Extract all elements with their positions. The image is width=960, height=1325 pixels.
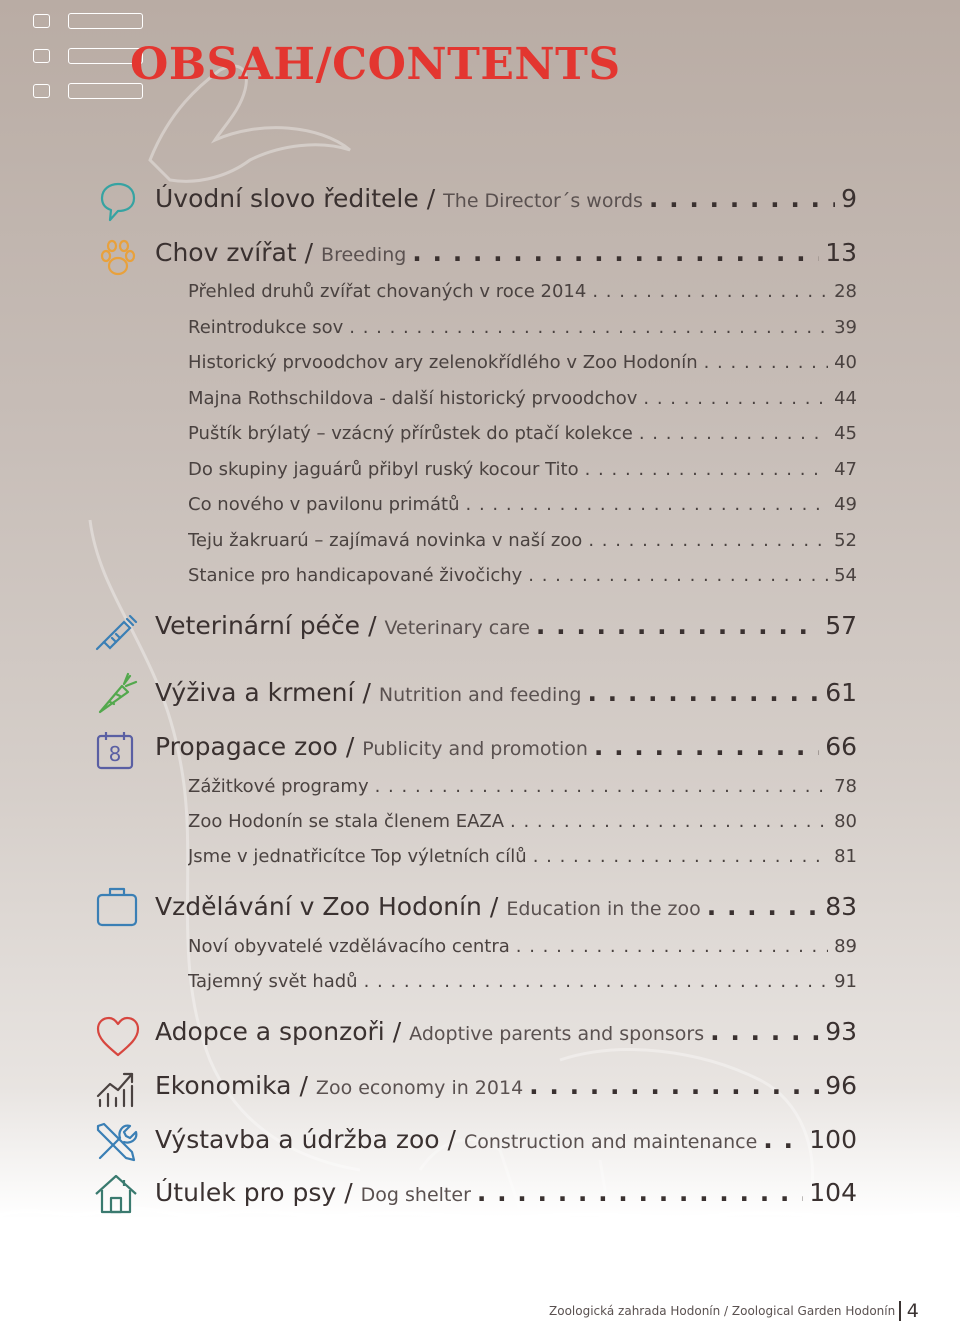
entry-separator: / [368, 611, 377, 640]
footer-text: Zoologická zahrada Hodonín / Zoological Garden Hodonín [549, 1304, 896, 1318]
entry-page: 81 [834, 846, 857, 867]
entry-title-cs: Propagace zoo [155, 732, 338, 761]
toc-entry[interactable] [155, 184, 857, 220]
dot-leader [649, 184, 835, 213]
entry-title-cs: Adopce a sponzoři [155, 1017, 385, 1046]
dot-leader [536, 611, 819, 640]
house-icon [94, 1172, 138, 1216]
syringe-icon [94, 608, 138, 652]
toc-subentry[interactable] [188, 317, 857, 343]
toc-subentry[interactable] [188, 423, 857, 449]
entry-separator: / [426, 184, 436, 213]
subentry-title: Co nového v pavilonu primátů [188, 494, 460, 515]
entry-title-en: Zoo economy in 2014 [315, 1077, 524, 1099]
dot-leader [529, 1071, 819, 1100]
entry-page: 40 [834, 352, 857, 373]
dot-leader [707, 892, 819, 921]
entry-page: 47 [834, 459, 857, 480]
toc-subentry[interactable] [188, 811, 857, 837]
entry-separator: / [345, 732, 355, 761]
entry-title-en: Nutrition and feeding [378, 684, 582, 706]
toc-entry[interactable] [155, 611, 857, 647]
entry-page: 61 [825, 678, 857, 707]
entry-title-en: Veterinary care [384, 617, 530, 639]
page-number: 4 [906, 1300, 919, 1322]
menu-checkbox [33, 14, 50, 28]
entry-separator: / [489, 892, 499, 921]
entry-page: 100 [809, 1125, 857, 1154]
entry-separator: / [447, 1125, 456, 1154]
dot-leader [639, 423, 828, 444]
subentry-title: Noví obyvatelé vzdělávacího centra [188, 936, 510, 957]
toc-subentry[interactable] [188, 494, 857, 520]
entry-page: 66 [825, 732, 857, 761]
calendar-day: 8 [108, 742, 122, 766]
entry-page: 44 [834, 388, 857, 409]
toc-subentry[interactable] [188, 530, 857, 556]
dot-leader [533, 846, 828, 867]
subentry-title: Historický prvoodchov ary zelenokřídlého v Zoo Hodonín [188, 352, 698, 373]
growth-chart-icon [94, 1066, 138, 1110]
entry-title-cs: Útulek pro psy [155, 1178, 337, 1207]
page-footer [549, 1300, 919, 1322]
entry-title-en: Construction and maintenance [463, 1131, 758, 1153]
dot-leader [592, 281, 828, 302]
entry-title-cs: Veterinární péče [155, 611, 361, 640]
toc-entry[interactable] [155, 732, 857, 768]
heart-icon [96, 1015, 140, 1059]
entry-separator: / [392, 1017, 402, 1046]
entry-page: 45 [834, 423, 857, 444]
entry-page: 13 [825, 238, 857, 267]
subentry-title: Jsme v jednatřicítce Top výletních cílů [188, 846, 527, 867]
menu-checkbox [33, 84, 50, 98]
entry-title-en: Adoptive parents and sponsors [409, 1023, 705, 1045]
entry-title-cs: Výstavba a údržba zoo [155, 1125, 440, 1154]
subentry-title: Majna Rothschildova - další historický prvoodchov [188, 388, 638, 409]
footer-divider [899, 1301, 901, 1321]
subentry-title: Přehled druhů zvířat chovaných v roce 2014 [188, 281, 587, 302]
entry-separator: / [299, 1071, 308, 1100]
entry-title-cs: Ekonomika [155, 1071, 292, 1100]
dot-leader [763, 1125, 803, 1154]
toc-entry[interactable] [155, 1017, 857, 1053]
dot-leader [375, 776, 828, 797]
subentry-title: Zážitkové programy [188, 776, 369, 797]
toc-subentry[interactable] [188, 281, 857, 307]
entry-separator: / [304, 238, 314, 267]
dot-leader [477, 1178, 803, 1207]
dot-leader [588, 530, 828, 551]
entry-page: 54 [834, 565, 857, 586]
subentry-title: Do skupiny jaguárů přibyl ruský kocour Tito [188, 459, 579, 480]
entry-title-en: Dog shelter [360, 1184, 471, 1206]
entry-page: 104 [809, 1178, 857, 1207]
entry-page: 52 [834, 530, 857, 551]
toc-subentry[interactable] [188, 936, 857, 962]
subentry-title: Tajemný svět hadů [188, 971, 358, 992]
dot-leader [594, 732, 819, 761]
entry-title-cs: Vzdělávání v Zoo Hodonín [155, 892, 482, 921]
dot-leader [585, 459, 828, 480]
toc-entry[interactable] [155, 678, 857, 714]
toc-entry[interactable] [155, 1178, 857, 1214]
page-title: OBSAH/CONTENTS [130, 39, 621, 90]
briefcase-icon [96, 885, 140, 929]
toc-subentry[interactable] [188, 388, 857, 414]
paw-icon [96, 236, 140, 280]
entry-page: 96 [825, 1071, 857, 1100]
entry-page: 89 [834, 936, 857, 957]
dot-leader [710, 1017, 819, 1046]
entry-title-cs: Chov zvířat [155, 238, 297, 267]
entry-page: 39 [834, 317, 857, 338]
tools-icon [94, 1120, 138, 1164]
subentry-title: Zoo Hodonín se stala členem EAZA [188, 811, 505, 832]
toc-subentry[interactable] [188, 565, 857, 591]
dot-leader [349, 317, 828, 338]
entry-title-cs: Úvodní slovo ředitele [155, 184, 419, 213]
toc-subentry[interactable] [188, 776, 857, 802]
entry-title-en: Breeding [321, 244, 407, 266]
entry-page: 28 [834, 281, 857, 302]
toc-entry[interactable] [155, 1125, 857, 1161]
entry-page: 83 [825, 892, 857, 921]
subentry-title: Reintrodukce sov [188, 317, 344, 338]
dot-leader [587, 678, 819, 707]
dot-leader [704, 352, 828, 373]
subentry-title: Puštík brýlatý – vzácný přírůstek do ptačí kolekce [188, 423, 633, 444]
dot-leader [528, 565, 828, 586]
entry-page: 91 [834, 971, 857, 992]
entry-page: 57 [825, 611, 857, 640]
dot-leader [466, 494, 829, 515]
toc-entry[interactable] [155, 238, 857, 274]
speech-bubble-icon [96, 180, 140, 224]
entry-page: 78 [834, 776, 857, 797]
toc-subentry[interactable] [188, 971, 857, 997]
carrot-icon [94, 672, 138, 716]
toc-entry[interactable] [155, 892, 857, 928]
toc-subentry[interactable] [188, 459, 857, 485]
menu-checkbox [33, 49, 50, 63]
entry-title-en: Publicity and promotion [362, 738, 588, 760]
toc-entry[interactable] [155, 1071, 857, 1107]
dot-leader [643, 388, 828, 409]
entry-separator: / [362, 678, 371, 707]
entry-page: 93 [825, 1017, 857, 1046]
entry-separator: / [344, 1178, 353, 1207]
subentry-title: Teju žakruarú – zajímavá novinka v naší zoo [188, 530, 583, 551]
entry-title-en: The Director´s words [443, 190, 643, 212]
entry-title-en: Education in the zoo [506, 898, 701, 920]
menu-line [68, 13, 143, 29]
entry-page: 49 [834, 494, 857, 515]
dot-leader [364, 971, 829, 992]
dot-leader [510, 811, 828, 832]
subentry-title: Stanice pro handicapované živočichy [188, 565, 523, 586]
entry-title-cs: Výživa a krmení [155, 678, 355, 707]
dot-leader [412, 238, 819, 267]
toc-subentry[interactable] [188, 352, 857, 378]
calendar-icon [94, 728, 138, 772]
toc-subentry[interactable] [188, 846, 857, 872]
dot-leader [516, 936, 828, 957]
entry-page: 9 [841, 184, 857, 213]
entry-page: 80 [834, 811, 857, 832]
